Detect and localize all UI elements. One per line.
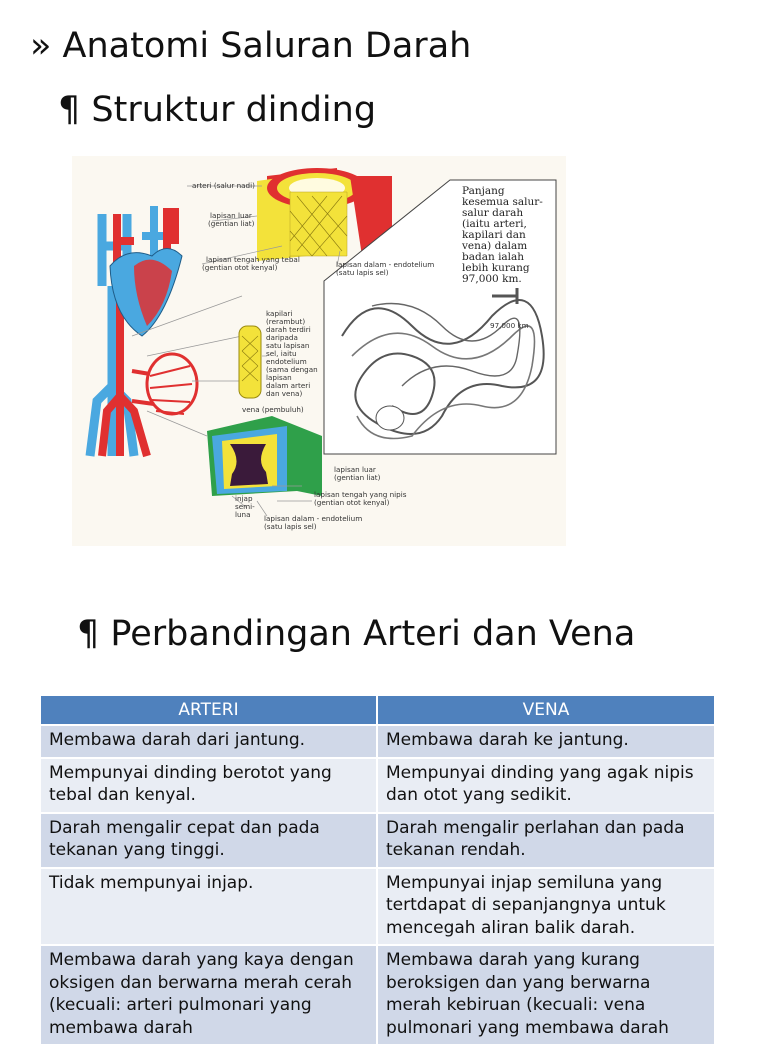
caption-line-3: (iaitu arteri,	[462, 218, 527, 230]
caption-line-5: vena) dalam	[462, 240, 528, 252]
table-header-row	[41, 696, 714, 725]
label-97000-km: 97,000 km	[490, 321, 529, 330]
caption-line-7: lebih kurang	[462, 262, 530, 274]
label-lapisan-tengah-1b: (gentian otot kenyal)	[202, 263, 278, 272]
cell-vena: Membawa darah yang kurang beroksigen dan yang berwarna merah kebiruan (kecuali: vena pulmonari yang membawa darah	[377, 945, 714, 1044]
caption-line-8: 97,000 km.	[462, 273, 522, 285]
caption-line-1: kesemua salur-	[462, 196, 543, 208]
caption-line-4: kapilari dan	[462, 229, 526, 241]
label-kapilari-1: (rerambut)	[266, 317, 306, 326]
label-injap-2: luna	[235, 510, 251, 519]
label-lapisan-tengah-2b: (gentian otot kenyal)	[314, 498, 390, 507]
label-lapisan-luar-2: lapisan luar	[334, 465, 376, 474]
cell-vena: Membawa darah ke jantung.	[377, 725, 714, 758]
label-injap-0: injap	[235, 494, 253, 503]
label-vena: vena (pembuluh)	[242, 405, 304, 414]
table-row	[41, 725, 714, 758]
caption-line-2: salur darah	[462, 207, 524, 219]
cell-arteri: Darah mengalir cepat dan pada tekanan yang tinggi.	[41, 813, 377, 868]
label-kapilari-10: dan vena)	[266, 389, 303, 398]
table-row	[41, 813, 714, 868]
cell-arteri: Membawa darah yang kaya dengan oksigen dan berwarna merah cerah (kecuali: arteri pulmonari yang membawa darah	[41, 945, 377, 1044]
header-arteri: ARTERI	[41, 696, 377, 725]
cell-arteri: Mempunyai dinding berotot yang tebal dan kenyal.	[41, 758, 377, 813]
label-lapisan-luar-1: lapisan luar	[210, 211, 252, 220]
caption-line-6: badan ialah	[462, 251, 525, 263]
label-kapilari-5: sel, iaitu	[266, 349, 297, 358]
label-lapisan-luar-1b: (gentian liat)	[208, 219, 255, 228]
table-row	[41, 758, 714, 813]
label-kapilari-6: endotelium	[266, 357, 307, 366]
blood-vessel-diagram	[72, 156, 566, 546]
label-arteri: arteri (salur nadi)	[192, 181, 255, 190]
label-kapilari-4: satu lapisan	[266, 341, 310, 350]
label-lapisan-luar-2b: (gentian liat)	[334, 473, 381, 482]
label-kapilari-7: (sama dengan	[266, 365, 318, 374]
table-row	[41, 945, 714, 1044]
comparison-table	[41, 696, 714, 1044]
table-row	[41, 868, 714, 946]
circulation-illustration	[90, 206, 242, 456]
cell-arteri: Tidak mempunyai injap.	[41, 868, 377, 946]
label-lapisan-tengah-1: lapisan tengah yang tebal	[206, 255, 300, 264]
capillary-illustration	[239, 326, 267, 398]
cell-vena: Darah mengalir perlahan dan pada tekanan rendah.	[377, 813, 714, 868]
vein-section-illustration	[207, 416, 322, 516]
cell-arteri: Membawa darah dari jantung.	[41, 725, 377, 758]
label-lapisan-dalam-1b: (satu lapis sel)	[336, 268, 389, 277]
label-kapilari-2: darah terdiri	[266, 325, 311, 334]
label-lapisan-dalam-2: lapisan dalam - endotelium	[264, 514, 363, 523]
cell-vena: Mempunyai injap semiluna yang tertdapat di sepanjangnya untuk mencegah aliran balik darah.	[377, 868, 714, 946]
label-kapilari-9: dalam arteri	[266, 381, 311, 390]
label-lapisan-tengah-2: lapisan tengah yang nipis	[314, 490, 407, 499]
label-injap-1: semi-	[235, 502, 255, 511]
cell-vena: Mempunyai dinding yang agak nipis dan otot yang sedikit.	[377, 758, 714, 813]
header-vena: VENA	[377, 696, 714, 725]
label-lapisan-dalam-1: lapisan dalam - endotelium	[336, 260, 435, 269]
slide-title: » Anatomi Saluran Darah	[30, 26, 472, 66]
subheading-perbandingan: ¶ Perbandingan Arteri dan Vena	[77, 614, 636, 654]
label-kapilari-3: daripada	[266, 333, 298, 342]
label-lapisan-dalam-2b: (satu lapis sel)	[264, 522, 317, 531]
label-kapilari-0: kapilari	[266, 309, 293, 318]
caption-line-0: Panjang	[462, 185, 505, 197]
label-kapilari-8: lapisan	[266, 373, 292, 382]
subheading-struktur-dinding: ¶ Struktur dinding	[58, 90, 377, 130]
